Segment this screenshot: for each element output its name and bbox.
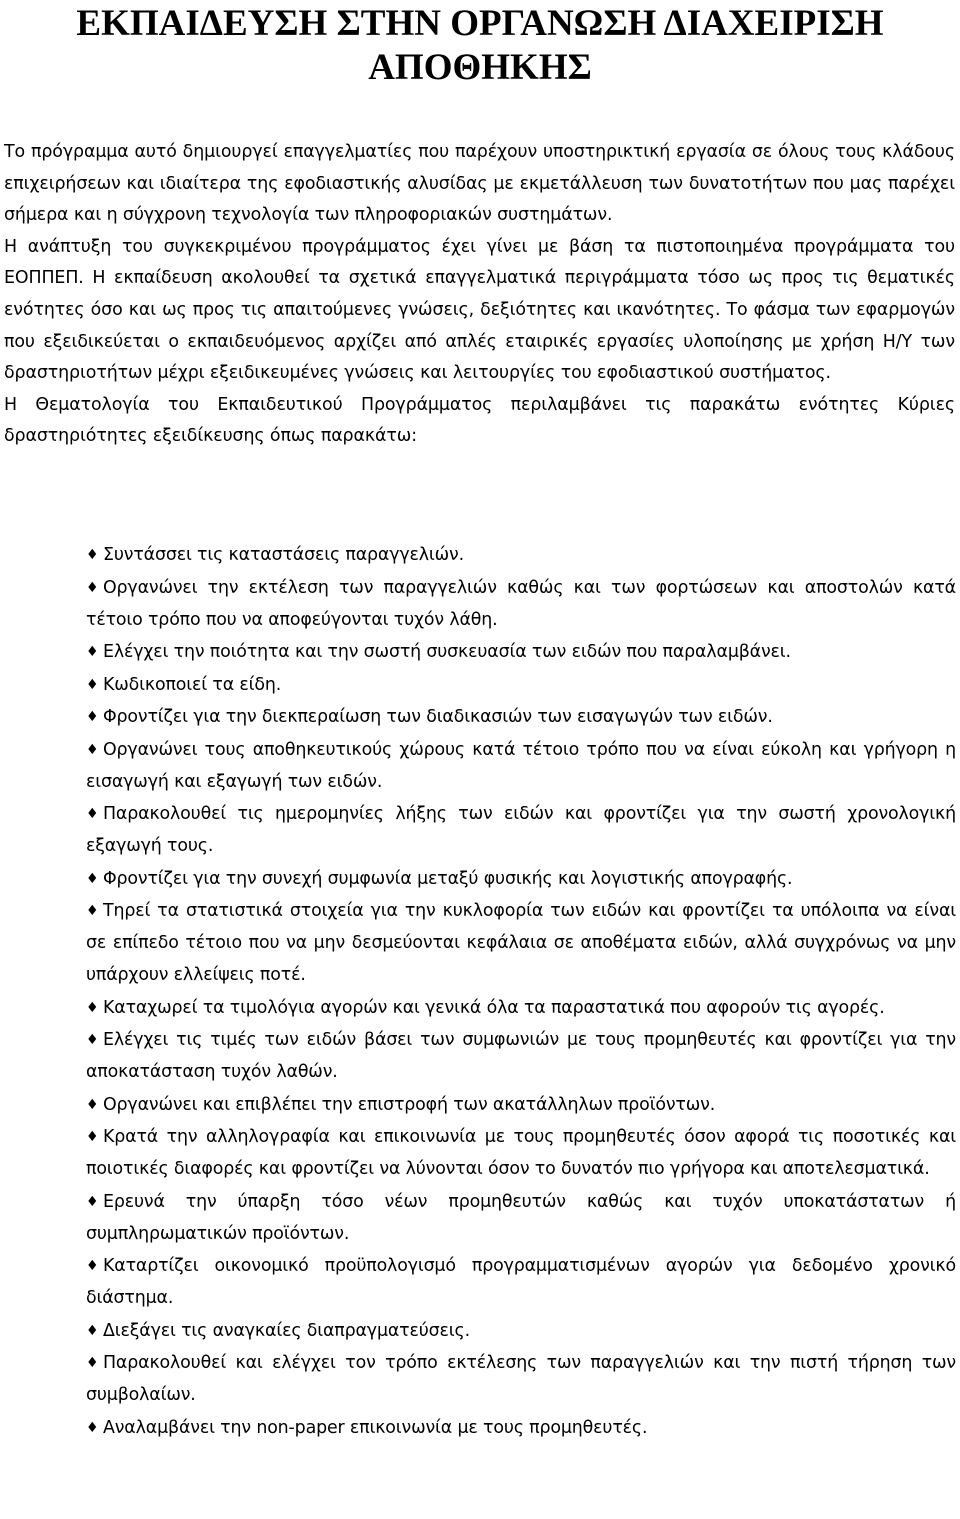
list-item — [86, 1347, 956, 1411]
bullet-diamond-icon: ♦ — [86, 1032, 99, 1048]
bullet-diamond-icon: ♦ — [86, 1419, 99, 1436]
list-item-text: Αναλαμβάνει την non-paper επικοινωνία με τους προμηθευτές. — [103, 1417, 648, 1438]
list-item-text: Καταχωρεί τα τιμολόγια αγορών και γενικά όλα τα παραστατικά που αφορούν τις αγορές. — [103, 997, 885, 1018]
list-item-text: Οργανώνει και επιβλέπει την επιστροφή των ακατάλληλων προϊόντων. — [103, 1094, 716, 1115]
list-item — [86, 1024, 956, 1088]
list-item-text: Ελέγχει τις τιμές των ειδών βάσει των συμφωνιών με τους προμηθευτές και φροντίζει για την αποκατάσταση τυχόν λαθών. — [86, 1030, 956, 1082]
list-item-text: Διεξάγει τις αναγκαίες διαπραγματεύσεις. — [103, 1320, 470, 1341]
list-item-text: Παρακολουθεί και ελέγχει τον τρόπο εκτέλεσης των παραγγελιών και την πιστή τήρηση των συμβολαίων. — [86, 1353, 956, 1405]
bullet-diamond-icon: ♦ — [86, 1258, 99, 1274]
list-item — [86, 572, 956, 636]
paragraph-intro: Το πρόγραμμα αυτό δημιουργεί επαγγελματίες που παρέχουν υποστηρικτική εργασία σε όλους τους κλάδους επιχειρήσεων και ιδιαίτερα της εφοδιαστικής αλυσίδας με εκμετάλλευση των δυνατοτήτων που μας παρέχει σήμερα και η σύγχρονη τεχνολογία των πληροφοριακών συστημάτων. — [4, 142, 955, 226]
bullet-diamond-icon: ♦ — [86, 1193, 99, 1210]
list-item-text: Οργανώνει τους αποθηκευτικούς χώρους κατά τέτοιο τρόπο που να είναι εύκολη και γρήγορη η εισαγωγή και εξαγωγή των ειδών. — [86, 739, 956, 792]
list-item-text: Φροντίζει για την συνεχή συμφωνία μεταξύ φυσικής και λογιστικής απογραφής. — [103, 868, 793, 889]
bullet-diamond-icon: ♦ — [86, 999, 99, 1016]
list-item — [86, 1315, 956, 1347]
list-item — [86, 1250, 956, 1314]
list-item-text: Συντάσσει τις καταστάσεις παραγγελιών. — [103, 545, 464, 565]
paragraph-topics: Η Θεματολογία του Εκπαιδευτικού Προγράμματος περιλαμβάνει τις παρακάτω ενότητες Κύριες δραστηριότητες εξειδίκευσης όπως παρακάτω: — [4, 394, 955, 447]
list-item — [86, 701, 956, 733]
bullet-diamond-icon: ♦ — [86, 1129, 99, 1145]
list-item — [86, 798, 956, 862]
list-item-text: Παρακολουθεί τις ημερομηνίες λήξης των ειδών και φροντίζει για την σωστή χρονολογική εξαγωγή τους. — [86, 804, 956, 856]
list-item-text: Ελέγχει την ποιότητα και την σωστή συσκευασία των ειδών που παραλαμβάνει. — [103, 642, 791, 662]
bullet-diamond-icon: ♦ — [86, 741, 99, 758]
intro-text — [4, 137, 955, 453]
title-line-1: ΕΚΠΑΙΔΕΥΣΗ ΣΤΗΝ ΟΡΓΑΝΩΣΗ ΔΙΑΧΕΙΡΙΣΗ — [76, 3, 884, 44]
list-item — [86, 863, 956, 895]
list-item-text: Κωδικοποιεί τα είδη. — [103, 674, 282, 695]
list-item-text: Ερευνά την ύπαρξη τόσο νέων προμηθευτών καθώς και τυχόν υποκατάστατων ή συμπληρωματικών προϊόντων. — [86, 1191, 956, 1244]
bullet-diamond-icon: ♦ — [86, 1355, 99, 1371]
list-item-text: Φροντίζει για την διεκπεραίωση των διαδικασιών των εισαγωγών των ειδών. — [103, 707, 773, 727]
paragraph-development: Η ανάπτυξη του συγκεκριμένου προγράμματος έχει γίνει με βάση τα πιστοποιημένα προγράμματα του ΕΟΠΠΕΠ. Η εκπαίδευση ακολουθεί τα σχετικά επαγγελματικά περιγράμματα τόσο ως προς τις θεματικές ενότητες όσο και ως προς τις απαιτούμενες γνώσεις, δεξιότητες και ικανότητες. Το φάσμα των εφαρμογών που εξειδικεύεται ο εκπαιδευόμενος αρχίζει από απλές εταιρικές εργασίες υλοποίησης με χρήση Η/Υ των δραστηριοτήτων μέχρι εξειδικευμένες γνώσεις και λειτουργίες του εφοδιαστικού συστήματος. — [4, 236, 955, 384]
bullet-diamond-icon: ♦ — [86, 676, 99, 693]
title-line-2: ΑΠΟΘΗΚΗΣ — [368, 47, 592, 88]
list-item-text: Οργανώνει την εκτέλεση των παραγγελιών καθώς και των φορτώσεων και αποστολών κατά τέτοιο τρόπο που να αποφεύγονται τυχόν λάθη. — [86, 577, 956, 630]
list-item-text: Τηρεί τα στατιστικά στοιχεία για την κυκλοφορία των ειδών και φροντίζει τα υπόλοιπα να είναι σε επίπεδο τέτοιο που να μην δεσμεύονται κεφάλαια σε αποθέματα ειδών, αλλά συγχρόνως να μην υπάρχουν ελλείψεις ποτέ. — [86, 901, 956, 985]
list-item — [86, 1089, 956, 1121]
bullet-diamond-icon: ♦ — [86, 579, 99, 596]
list-item — [86, 636, 956, 668]
list-item — [86, 992, 956, 1024]
bullet-diamond-icon: ♦ — [86, 903, 99, 919]
list-item — [86, 1412, 956, 1444]
bullet-diamond-icon: ♦ — [86, 1322, 99, 1339]
list-item — [86, 1186, 956, 1250]
list-item — [86, 895, 956, 991]
list-item-text: Καταρτίζει οικονομικό προϋπολογισμό προγραμματισμένων αγορών για δεδομένο χρονικό διάστημα. — [86, 1256, 956, 1308]
bullet-diamond-icon: ♦ — [86, 709, 99, 725]
bullet-diamond-icon: ♦ — [86, 547, 99, 563]
list-item — [86, 539, 956, 571]
list-item-text: Κρατά την αλληλογραφία και επικοινωνία με τους προμηθευτές όσον αφορά τις ποσοτικές και ποιοτικές διαφορές και φροντίζει να λύνονται όσον το δυνατόν πιο γρήγορα και αποτελεσματικά. — [86, 1127, 956, 1179]
bullet-diamond-icon: ♦ — [86, 870, 99, 887]
bullet-diamond-icon: ♦ — [86, 806, 99, 822]
bullet-diamond-icon: ♦ — [86, 1096, 99, 1113]
list-item — [86, 669, 956, 701]
bullet-diamond-icon: ♦ — [86, 644, 99, 660]
activities-list — [86, 539, 956, 1444]
list-item — [86, 734, 956, 798]
list-item — [86, 1121, 956, 1185]
